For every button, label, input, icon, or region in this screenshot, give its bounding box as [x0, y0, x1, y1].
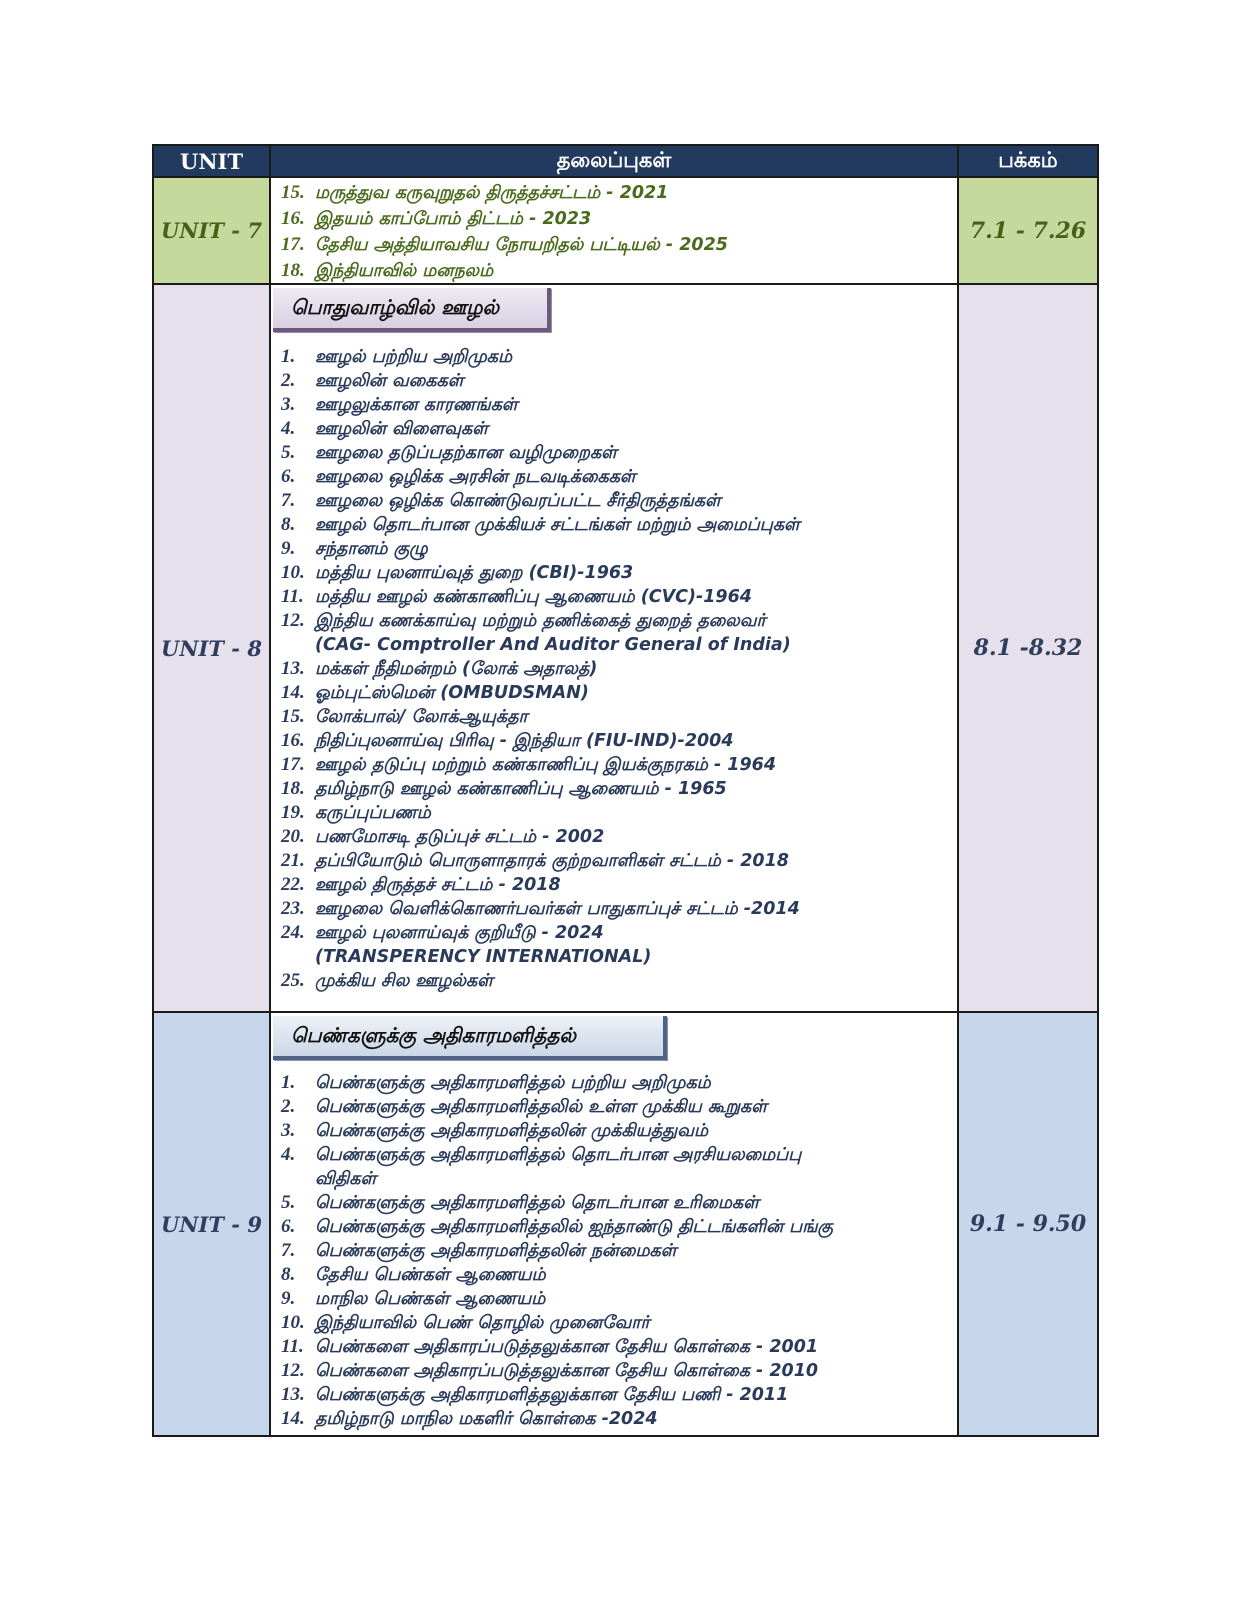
- topic-number: 13.: [281, 658, 305, 679]
- unit-9-pages-cell: [959, 1013, 1097, 1435]
- topic-number: 18.: [281, 260, 305, 281]
- topic-number: 11.: [281, 586, 304, 607]
- topic-text: ஊழலுக்கான காரணங்கள்: [315, 395, 518, 415]
- topic-item: [281, 206, 728, 232]
- topic-text: மாநில பெண்கள் ஆணையம்: [315, 1289, 546, 1309]
- topic-text: ஊழல் பற்றிய அறிமுகம்: [315, 347, 513, 367]
- topic-item: [281, 1143, 833, 1191]
- unit-8-topic-list: [281, 345, 800, 993]
- topic-text: ஊழலை தடுப்பதற்கான வழிமுறைகள்: [315, 443, 617, 463]
- topic-item: [281, 465, 800, 489]
- topic-text: மக்கள் நீதிமன்றம் (லோக் அதாலத்): [315, 659, 598, 679]
- unit-9-label: UNIT - 9: [161, 1211, 262, 1237]
- topic-number: 14.: [281, 1408, 305, 1429]
- topic-number: 14.: [281, 682, 305, 703]
- topic-text: பணமோசடி தடுப்புச் சட்டம் - 2002: [315, 827, 605, 847]
- topic-text: லோக்பால்/ லோக்ஆயுக்தா: [315, 707, 528, 727]
- unit-7-topics: [271, 178, 959, 283]
- topic-number: 10.: [281, 562, 305, 583]
- topic-text: மருத்துவ கருவுறுதல் திருத்தச்சட்டம் - 2021: [315, 183, 669, 203]
- topic-number: 18.: [281, 778, 305, 799]
- topic-number: 3.: [281, 1120, 296, 1141]
- topic-item: [281, 705, 800, 729]
- unit-9-cell: [154, 1013, 271, 1435]
- topic-number: 9.: [281, 1288, 296, 1309]
- unit-7-cell: [154, 178, 271, 283]
- topic-text: ஊழல் புலனாய்வுக் குறியீடு - 2024: [315, 923, 604, 943]
- topic-text: பெண்களுக்கு அதிகாரமளித்தலின் நன்மைகள்: [315, 1241, 677, 1261]
- topic-number: 12.: [281, 610, 305, 631]
- topic-text: மத்திய புலனாய்வுத் துறை (CBI)-1963: [315, 563, 634, 583]
- topic-item: [281, 345, 800, 369]
- topic-text: ஊழலை ஒழிக்க கொண்டுவரப்பட்ட சீர்திருத்தங்கள்: [315, 491, 721, 511]
- topic-item: [281, 1239, 833, 1263]
- unit-7-pages: 7.1 - 7.26: [969, 217, 1087, 244]
- unit-9-section-title: பெண்களுக்கு அதிகாரமளித்தல்: [273, 1016, 667, 1060]
- topic-text: ஊழல் தடுப்பு மற்றும் கண்காணிப்பு இயக்குநரகம் - 1964: [315, 755, 777, 775]
- topic-text: நிதிப்புலனாய்வு பிரிவு - இந்தியா (FIU-IND)-2004: [315, 731, 734, 751]
- unit-8-row: [154, 285, 1097, 1013]
- topic-item: [281, 657, 800, 681]
- topic-text: பெண்களுக்கு அதிகாரமளித்தலில் உள்ள முக்கிய கூறுகள்: [315, 1097, 768, 1117]
- topic-text: ஊழலை வெளிக்கொணர்பவர்கள் பாதுகாப்புச் சட்டம் -2014: [315, 899, 800, 919]
- unit-7-pages-cell: [959, 178, 1097, 283]
- topic-number: 1.: [281, 346, 296, 367]
- topic-item: [281, 849, 800, 873]
- topic-number: 10.: [281, 1312, 305, 1333]
- topic-item: [281, 489, 800, 513]
- topic-number: 4.: [281, 1144, 296, 1165]
- topic-item: [281, 681, 800, 705]
- topic-item: [281, 1095, 833, 1119]
- topic-item: [281, 417, 800, 441]
- topic-continuation: விதிகள்: [315, 1169, 377, 1189]
- topic-number: 17.: [281, 234, 305, 255]
- topic-text: ஓம்புட்ஸ்மென் (OMBUDSMAN): [315, 683, 589, 703]
- topic-item: [281, 897, 800, 921]
- topic-text: தமிழ்நாடு மாநில மகளிர் கொள்கை -2024: [315, 1409, 658, 1429]
- topic-text: பெண்களுக்கு அதிகாரமளித்தலில் ஐந்தாண்டு திட்டங்களின் பங்கு: [315, 1217, 833, 1237]
- topic-text: ஊழல் திருத்தச் சட்டம் - 2018: [315, 875, 561, 895]
- topic-number: 6.: [281, 466, 296, 487]
- topic-text: ஊழலை ஒழிக்க அரசின் நடவடிக்கைகள்: [315, 467, 636, 487]
- topic-item: [281, 1071, 833, 1095]
- topic-item: [281, 777, 800, 801]
- topic-item: [281, 801, 800, 825]
- topic-number: 3.: [281, 394, 296, 415]
- topic-number: 16.: [281, 208, 305, 229]
- topic-item: [281, 561, 800, 585]
- topic-text: இந்திய கணக்காய்வு மற்றும் தணிக்கைத் துறைத் தலைவர்: [315, 611, 766, 631]
- topic-item: [281, 1407, 833, 1431]
- topic-number: 4.: [281, 418, 296, 439]
- topic-text: பெண்களுக்கு அதிகாரமளித்தலுக்கான தேசிய பணி - 2011: [315, 1385, 789, 1405]
- topic-number: 16.: [281, 730, 305, 751]
- unit-8-topics: [271, 285, 959, 1011]
- unit-7-row: [154, 178, 1097, 285]
- topic-item: [281, 1359, 833, 1383]
- unit-8-pages: 8.1 -8.32: [973, 635, 1083, 661]
- unit-8-section-title: பொதுவாழ்வில் ஊழல்: [273, 288, 551, 332]
- topic-text: தேசிய அத்தியாவசிய நோயறிதல் பட்டியல் - 2025: [315, 235, 728, 255]
- topic-item: [281, 1383, 833, 1407]
- unit-7-label: UNIT - 7: [161, 218, 262, 243]
- topic-text: கருப்புப்பணம்: [315, 803, 431, 823]
- header-row: [154, 146, 1097, 178]
- unit-8-pages-cell: [959, 285, 1097, 1011]
- topic-item: [281, 921, 800, 969]
- header-page: பக்கம்: [959, 146, 1097, 176]
- topic-text: தப்பியோடும் பொருளாதாரக் குற்றவாளிகள் சட்டம் - 2018: [315, 851, 789, 871]
- topic-item: [281, 969, 800, 993]
- header-topics: தலைப்புகள்: [271, 146, 959, 176]
- topic-text: பெண்களுக்கு அதிகாரமளித்தல் பற்றிய அறிமுகம்: [315, 1073, 711, 1093]
- unit-8-cell: [154, 285, 271, 1011]
- topic-item: [281, 873, 800, 897]
- topic-number: 22.: [281, 874, 305, 895]
- topic-item: [281, 258, 728, 284]
- topic-text: பெண்களை அதிகாரப்படுத்தலுக்கான தேசிய கொள்கை - 2001: [315, 1337, 819, 1357]
- topic-number: 15.: [281, 706, 305, 727]
- unit-8-label: UNIT - 8: [161, 635, 262, 661]
- topic-item: [281, 729, 800, 753]
- topic-item: [281, 513, 800, 537]
- topic-item: [281, 369, 800, 393]
- topic-text: பெண்களை அதிகாரப்படுத்தலுக்கான தேசிய கொள்கை - 2010: [315, 1361, 819, 1381]
- topic-item: [281, 232, 728, 258]
- topic-item: [281, 441, 800, 465]
- topic-text: பெண்களுக்கு அதிகாரமளித்தல் தொடர்பான உரிமைகள்: [315, 1193, 759, 1213]
- unit-9-topic-list: [281, 1071, 833, 1431]
- topic-text: தேசிய பெண்கள் ஆணையம்: [315, 1265, 546, 1285]
- topic-number: 8.: [281, 514, 296, 535]
- topic-item: [281, 1335, 833, 1359]
- topic-text: தமிழ்நாடு ஊழல் கண்காணிப்பு ஆணையம் - 1965: [315, 779, 727, 799]
- topic-number: 9.: [281, 538, 296, 559]
- topic-number: 17.: [281, 754, 305, 775]
- topic-text: பெண்களுக்கு அதிகாரமளித்தலின் முக்கியத்துவம்: [315, 1121, 709, 1141]
- topic-text: மத்திய ஊழல் கண்காணிப்பு ஆணையம் (CVC)-1964: [315, 587, 752, 607]
- topic-number: 19.: [281, 802, 305, 823]
- unit-7-topic-list: [281, 180, 728, 284]
- topic-item: [281, 1287, 833, 1311]
- topic-number: 13.: [281, 1384, 305, 1405]
- topic-item: [281, 825, 800, 849]
- topic-item: [281, 1215, 833, 1239]
- topic-number: 5.: [281, 1192, 296, 1213]
- topic-number: 7.: [281, 1240, 296, 1261]
- topic-item: [281, 1191, 833, 1215]
- topic-text: இந்தியாவில் பெண் தொழில் முனைவோர்: [315, 1313, 650, 1333]
- topic-item: [281, 1263, 833, 1287]
- unit-9-row: [154, 1013, 1097, 1435]
- topic-item: [281, 609, 800, 657]
- topic-continuation: (CAG- Comptroller And Auditor General of India): [315, 635, 791, 655]
- topic-number: 2.: [281, 1096, 296, 1117]
- topic-item: [281, 393, 800, 417]
- topic-number: 2.: [281, 370, 296, 391]
- header-unit: UNIT: [154, 146, 271, 176]
- unit-9-topics: [271, 1013, 959, 1435]
- topic-number: 21.: [281, 850, 305, 871]
- topic-text: சந்தானம் குழு: [315, 539, 428, 559]
- topic-item: [281, 1311, 833, 1335]
- topic-number: 15.: [281, 182, 305, 203]
- topic-text: ஊழல் தொடர்பான முக்கியச் சட்டங்கள் மற்றும் அமைப்புகள்: [315, 515, 800, 535]
- topic-text: முக்கிய சில ஊழல்கள்: [315, 971, 494, 991]
- topic-text: ஊழலின் விளைவுகள்: [315, 419, 488, 439]
- topic-number: 24.: [281, 922, 305, 943]
- unit-9-pages: 9.1 - 9.50: [969, 1211, 1087, 1237]
- topic-number: 1.: [281, 1072, 296, 1093]
- topic-text: இந்தியாவில் மனநலம்: [315, 261, 494, 281]
- topic-number: 5.: [281, 442, 296, 463]
- topic-number: 12.: [281, 1360, 305, 1381]
- topic-item: [281, 753, 800, 777]
- topic-number: 11.: [281, 1336, 304, 1357]
- topic-number: 23.: [281, 898, 305, 919]
- contents-table: [152, 144, 1099, 1437]
- topic-continuation: (TRANSPERENCY INTERNATIONAL): [315, 947, 652, 967]
- topic-item: [281, 1119, 833, 1143]
- topic-number: 25.: [281, 970, 305, 991]
- topic-text: பெண்களுக்கு அதிகாரமளித்தல் தொடர்பான அரசியலமைப்பு: [315, 1145, 802, 1165]
- topic-number: 7.: [281, 490, 296, 511]
- topic-text: இதயம் காப்போம் திட்டம் - 2023: [315, 209, 592, 229]
- topic-text: ஊழலின் வகைகள்: [315, 371, 464, 391]
- topic-number: 6.: [281, 1216, 296, 1237]
- topic-number: 8.: [281, 1264, 296, 1285]
- topic-item: [281, 180, 728, 206]
- topic-item: [281, 537, 800, 561]
- topic-item: [281, 585, 800, 609]
- topic-number: 20.: [281, 826, 305, 847]
